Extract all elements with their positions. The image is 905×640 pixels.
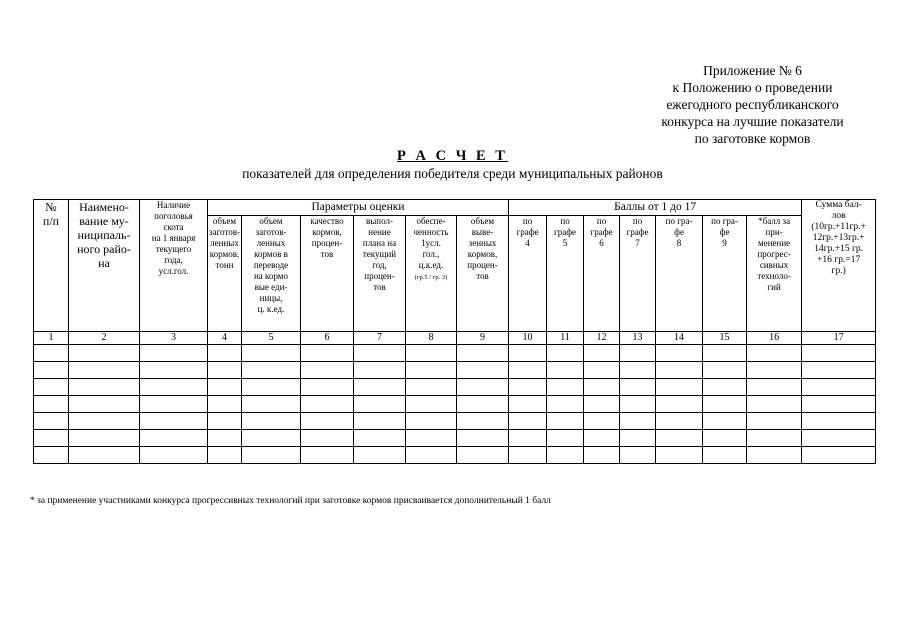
header-param-feed-units: объем заготов- ленных кормов в переводе на кормо вые еди- ницы, ц. к.ед. bbox=[242, 216, 301, 332]
column-number: 9 bbox=[457, 332, 509, 345]
table-cell[interactable] bbox=[620, 362, 656, 379]
table-cell[interactable] bbox=[208, 430, 242, 447]
table-cell[interactable] bbox=[140, 396, 208, 413]
column-number: 8 bbox=[406, 332, 457, 345]
table-cell[interactable] bbox=[242, 396, 301, 413]
table-cell[interactable] bbox=[457, 447, 509, 464]
column-number: 6 bbox=[301, 332, 354, 345]
table-cell[interactable] bbox=[354, 396, 406, 413]
table-cell[interactable] bbox=[34, 430, 69, 447]
table-cell[interactable] bbox=[509, 413, 547, 430]
table-cell[interactable] bbox=[656, 396, 703, 413]
table-cell[interactable] bbox=[509, 396, 547, 413]
table-cell[interactable] bbox=[656, 413, 703, 430]
table-cell[interactable] bbox=[802, 345, 876, 362]
table-cell[interactable] bbox=[354, 413, 406, 430]
table-cell[interactable] bbox=[457, 379, 509, 396]
appendix-line: ежегодного республиканского bbox=[666, 97, 839, 112]
table-cell[interactable] bbox=[509, 379, 547, 396]
column-number: 4 bbox=[208, 332, 242, 345]
table-cell[interactable] bbox=[620, 413, 656, 430]
table-cell[interactable] bbox=[242, 379, 301, 396]
column-number: 12 bbox=[584, 332, 620, 345]
table-cell[interactable] bbox=[34, 396, 69, 413]
calculation-table bbox=[33, 199, 876, 464]
table-cell[interactable] bbox=[34, 413, 69, 430]
header-score-col-7: по графе 7 bbox=[620, 216, 656, 332]
table-cell[interactable] bbox=[69, 362, 140, 379]
table-cell[interactable] bbox=[457, 396, 509, 413]
table-cell[interactable] bbox=[547, 430, 584, 447]
table-cell[interactable] bbox=[354, 430, 406, 447]
table-cell[interactable] bbox=[406, 379, 457, 396]
table-cell[interactable] bbox=[301, 430, 354, 447]
table-cell[interactable] bbox=[703, 413, 747, 430]
column-number: 3 bbox=[140, 332, 208, 345]
table-row bbox=[34, 379, 876, 396]
table-cell[interactable] bbox=[584, 447, 620, 464]
appendix-line: конкурса на лучшие показатели bbox=[661, 114, 844, 129]
table-cell[interactable] bbox=[703, 345, 747, 362]
table-cell[interactable] bbox=[208, 362, 242, 379]
header-score-technologies: *балл за при- менение прогрес- сивных техноло- гий bbox=[747, 216, 802, 332]
table-cell[interactable] bbox=[747, 413, 802, 430]
table-cell[interactable] bbox=[406, 413, 457, 430]
table-cell[interactable] bbox=[703, 447, 747, 464]
table-cell[interactable] bbox=[547, 362, 584, 379]
table-cell[interactable] bbox=[703, 396, 747, 413]
header-score-col-6: по графе 6 bbox=[584, 216, 620, 332]
table-cell[interactable] bbox=[547, 447, 584, 464]
table-cell[interactable] bbox=[547, 396, 584, 413]
header-params-group: Параметры оценки bbox=[208, 200, 509, 216]
table-cell[interactable] bbox=[301, 396, 354, 413]
appendix-line: Приложение № 6 bbox=[703, 63, 802, 78]
table-cell[interactable] bbox=[509, 430, 547, 447]
table-cell[interactable] bbox=[140, 430, 208, 447]
table-cell[interactable] bbox=[242, 413, 301, 430]
table-cell[interactable] bbox=[509, 362, 547, 379]
table-cell[interactable] bbox=[242, 447, 301, 464]
empty-rows bbox=[34, 345, 876, 464]
table-cell[interactable] bbox=[620, 396, 656, 413]
table-row bbox=[34, 396, 876, 413]
table-cell[interactable] bbox=[620, 345, 656, 362]
table-cell[interactable] bbox=[656, 430, 703, 447]
header-score-col-4: по графе 4 bbox=[509, 216, 547, 332]
column-number: 13 bbox=[620, 332, 656, 345]
table-row bbox=[34, 447, 876, 464]
table-cell[interactable] bbox=[584, 413, 620, 430]
header-score-col-8: по гра- фе 8 bbox=[656, 216, 703, 332]
table-cell[interactable] bbox=[656, 447, 703, 464]
table-cell[interactable] bbox=[457, 430, 509, 447]
table-cell[interactable] bbox=[301, 413, 354, 430]
table-cell[interactable] bbox=[802, 447, 876, 464]
column-number: 15 bbox=[703, 332, 747, 345]
table-cell[interactable] bbox=[457, 345, 509, 362]
table-cell[interactable] bbox=[747, 379, 802, 396]
header-param-supply-note: (гр.5 / гр. 3) bbox=[414, 274, 448, 281]
table-cell[interactable] bbox=[301, 362, 354, 379]
table-cell[interactable] bbox=[34, 362, 69, 379]
table-cell[interactable] bbox=[703, 430, 747, 447]
column-number: 16 bbox=[747, 332, 802, 345]
table-cell[interactable] bbox=[242, 345, 301, 362]
column-number: 2 bbox=[69, 332, 140, 345]
header-param-supply bbox=[406, 216, 457, 332]
column-number: 14 bbox=[656, 332, 703, 345]
table-cell[interactable] bbox=[69, 447, 140, 464]
table-cell[interactable] bbox=[802, 396, 876, 413]
table-cell[interactable] bbox=[34, 379, 69, 396]
table-cell[interactable] bbox=[208, 447, 242, 464]
table-cell[interactable] bbox=[354, 379, 406, 396]
column-number: 11 bbox=[547, 332, 584, 345]
table-cell[interactable] bbox=[802, 362, 876, 379]
table-cell[interactable] bbox=[301, 447, 354, 464]
appendix-heading bbox=[640, 62, 865, 147]
table-cell[interactable] bbox=[69, 379, 140, 396]
header-param-volume: объем заготов- ленных кормов, тонн bbox=[208, 216, 242, 332]
table-cell[interactable] bbox=[208, 379, 242, 396]
table-cell[interactable] bbox=[406, 362, 457, 379]
table-cell[interactable] bbox=[747, 396, 802, 413]
table-cell[interactable] bbox=[584, 362, 620, 379]
table-cell[interactable] bbox=[242, 430, 301, 447]
header-row-groups bbox=[34, 200, 876, 216]
table-cell[interactable] bbox=[547, 413, 584, 430]
table-cell[interactable] bbox=[354, 447, 406, 464]
table-cell[interactable] bbox=[301, 379, 354, 396]
header-score-col-9: по гра- фе 9 bbox=[703, 216, 747, 332]
table-cell[interactable] bbox=[802, 413, 876, 430]
table-cell[interactable] bbox=[656, 379, 703, 396]
table-cell[interactable] bbox=[208, 396, 242, 413]
column-number: 10 bbox=[509, 332, 547, 345]
table-row bbox=[34, 430, 876, 447]
table-cell[interactable] bbox=[69, 430, 140, 447]
table-cell[interactable] bbox=[208, 345, 242, 362]
table-cell[interactable] bbox=[406, 430, 457, 447]
header-param-exported: объем выве- зенных кормов, процен- тов bbox=[457, 216, 509, 332]
table-cell[interactable] bbox=[620, 430, 656, 447]
table-cell[interactable] bbox=[747, 345, 802, 362]
table-cell[interactable] bbox=[406, 447, 457, 464]
column-number: 17 bbox=[802, 332, 876, 345]
table-cell[interactable] bbox=[34, 447, 69, 464]
table-cell[interactable] bbox=[140, 362, 208, 379]
table-cell[interactable] bbox=[747, 447, 802, 464]
appendix-line: к Положению о проведении bbox=[672, 80, 833, 95]
table-cell[interactable] bbox=[802, 430, 876, 447]
table-cell[interactable] bbox=[140, 345, 208, 362]
table-cell[interactable] bbox=[584, 379, 620, 396]
table-cell[interactable] bbox=[242, 362, 301, 379]
document-subtitle: показателей для определения победителя среди муниципальных районов bbox=[242, 166, 663, 181]
header-district-name: Наимено- вание му- ниципаль- ного райо- на bbox=[69, 200, 140, 332]
header-livestock: Наличие поголовья скота на 1 января текущего года, усл.гол. bbox=[140, 200, 208, 332]
header-param-plan: выпол- нение плана на текущий год, процен- тов bbox=[354, 216, 406, 332]
header-score-sum: Сумма бал- лов (10гр.+11гр.+ 12гр.+13гр.+ 14гр.+15 гр. +16 гр.=17 гр.) bbox=[802, 200, 876, 332]
table-cell[interactable] bbox=[354, 345, 406, 362]
table-cell[interactable] bbox=[703, 379, 747, 396]
table-cell[interactable] bbox=[547, 345, 584, 362]
table-cell[interactable] bbox=[69, 345, 140, 362]
table-cell[interactable] bbox=[406, 396, 457, 413]
table-cell[interactable] bbox=[457, 413, 509, 430]
table-cell[interactable] bbox=[747, 430, 802, 447]
table-cell[interactable] bbox=[34, 345, 69, 362]
header-score-col-5: по графе 5 bbox=[547, 216, 584, 332]
column-number: 5 bbox=[242, 332, 301, 345]
footnote: * за применение участниками конкурса прогрессивных технологий при заготовке кормов присваивается дополнительный 1 балл bbox=[30, 496, 551, 506]
appendix-line: по заготовке кормов bbox=[694, 131, 811, 146]
table-cell[interactable] bbox=[584, 396, 620, 413]
table-cell[interactable] bbox=[69, 413, 140, 430]
table-cell[interactable] bbox=[457, 362, 509, 379]
table-cell[interactable] bbox=[509, 345, 547, 362]
table-cell[interactable] bbox=[140, 413, 208, 430]
table-cell[interactable] bbox=[140, 447, 208, 464]
table-cell[interactable] bbox=[802, 379, 876, 396]
header-no: № п/п bbox=[34, 200, 69, 332]
table-cell[interactable] bbox=[354, 362, 406, 379]
table-cell[interactable] bbox=[656, 345, 703, 362]
table-row bbox=[34, 345, 876, 362]
table-cell[interactable] bbox=[584, 345, 620, 362]
table-cell[interactable] bbox=[547, 379, 584, 396]
column-number: 7 bbox=[354, 332, 406, 345]
table-cell[interactable] bbox=[208, 413, 242, 430]
table-cell[interactable] bbox=[301, 345, 354, 362]
table-cell[interactable] bbox=[69, 396, 140, 413]
table-cell[interactable] bbox=[747, 362, 802, 379]
table-cell[interactable] bbox=[406, 345, 457, 362]
column-numbers-row bbox=[34, 332, 876, 345]
header-param-quality: качество кормов, процен- тов bbox=[301, 216, 354, 332]
table-row bbox=[34, 413, 876, 430]
table-cell[interactable] bbox=[584, 430, 620, 447]
header-scores-group: Баллы от 1 до 17 bbox=[509, 200, 802, 216]
header-param-supply-text: обеспе- ченность 1усл. гол., ц.к.ед. bbox=[413, 216, 449, 270]
table-cell[interactable] bbox=[620, 447, 656, 464]
document-title: Р А С Ч Е Т bbox=[397, 148, 508, 164]
column-number: 1 bbox=[34, 332, 69, 345]
table-row bbox=[34, 362, 876, 379]
table-cell[interactable] bbox=[703, 362, 747, 379]
table-cell[interactable] bbox=[509, 447, 547, 464]
table-cell[interactable] bbox=[140, 379, 208, 396]
table-cell[interactable] bbox=[620, 379, 656, 396]
table-cell[interactable] bbox=[656, 362, 703, 379]
